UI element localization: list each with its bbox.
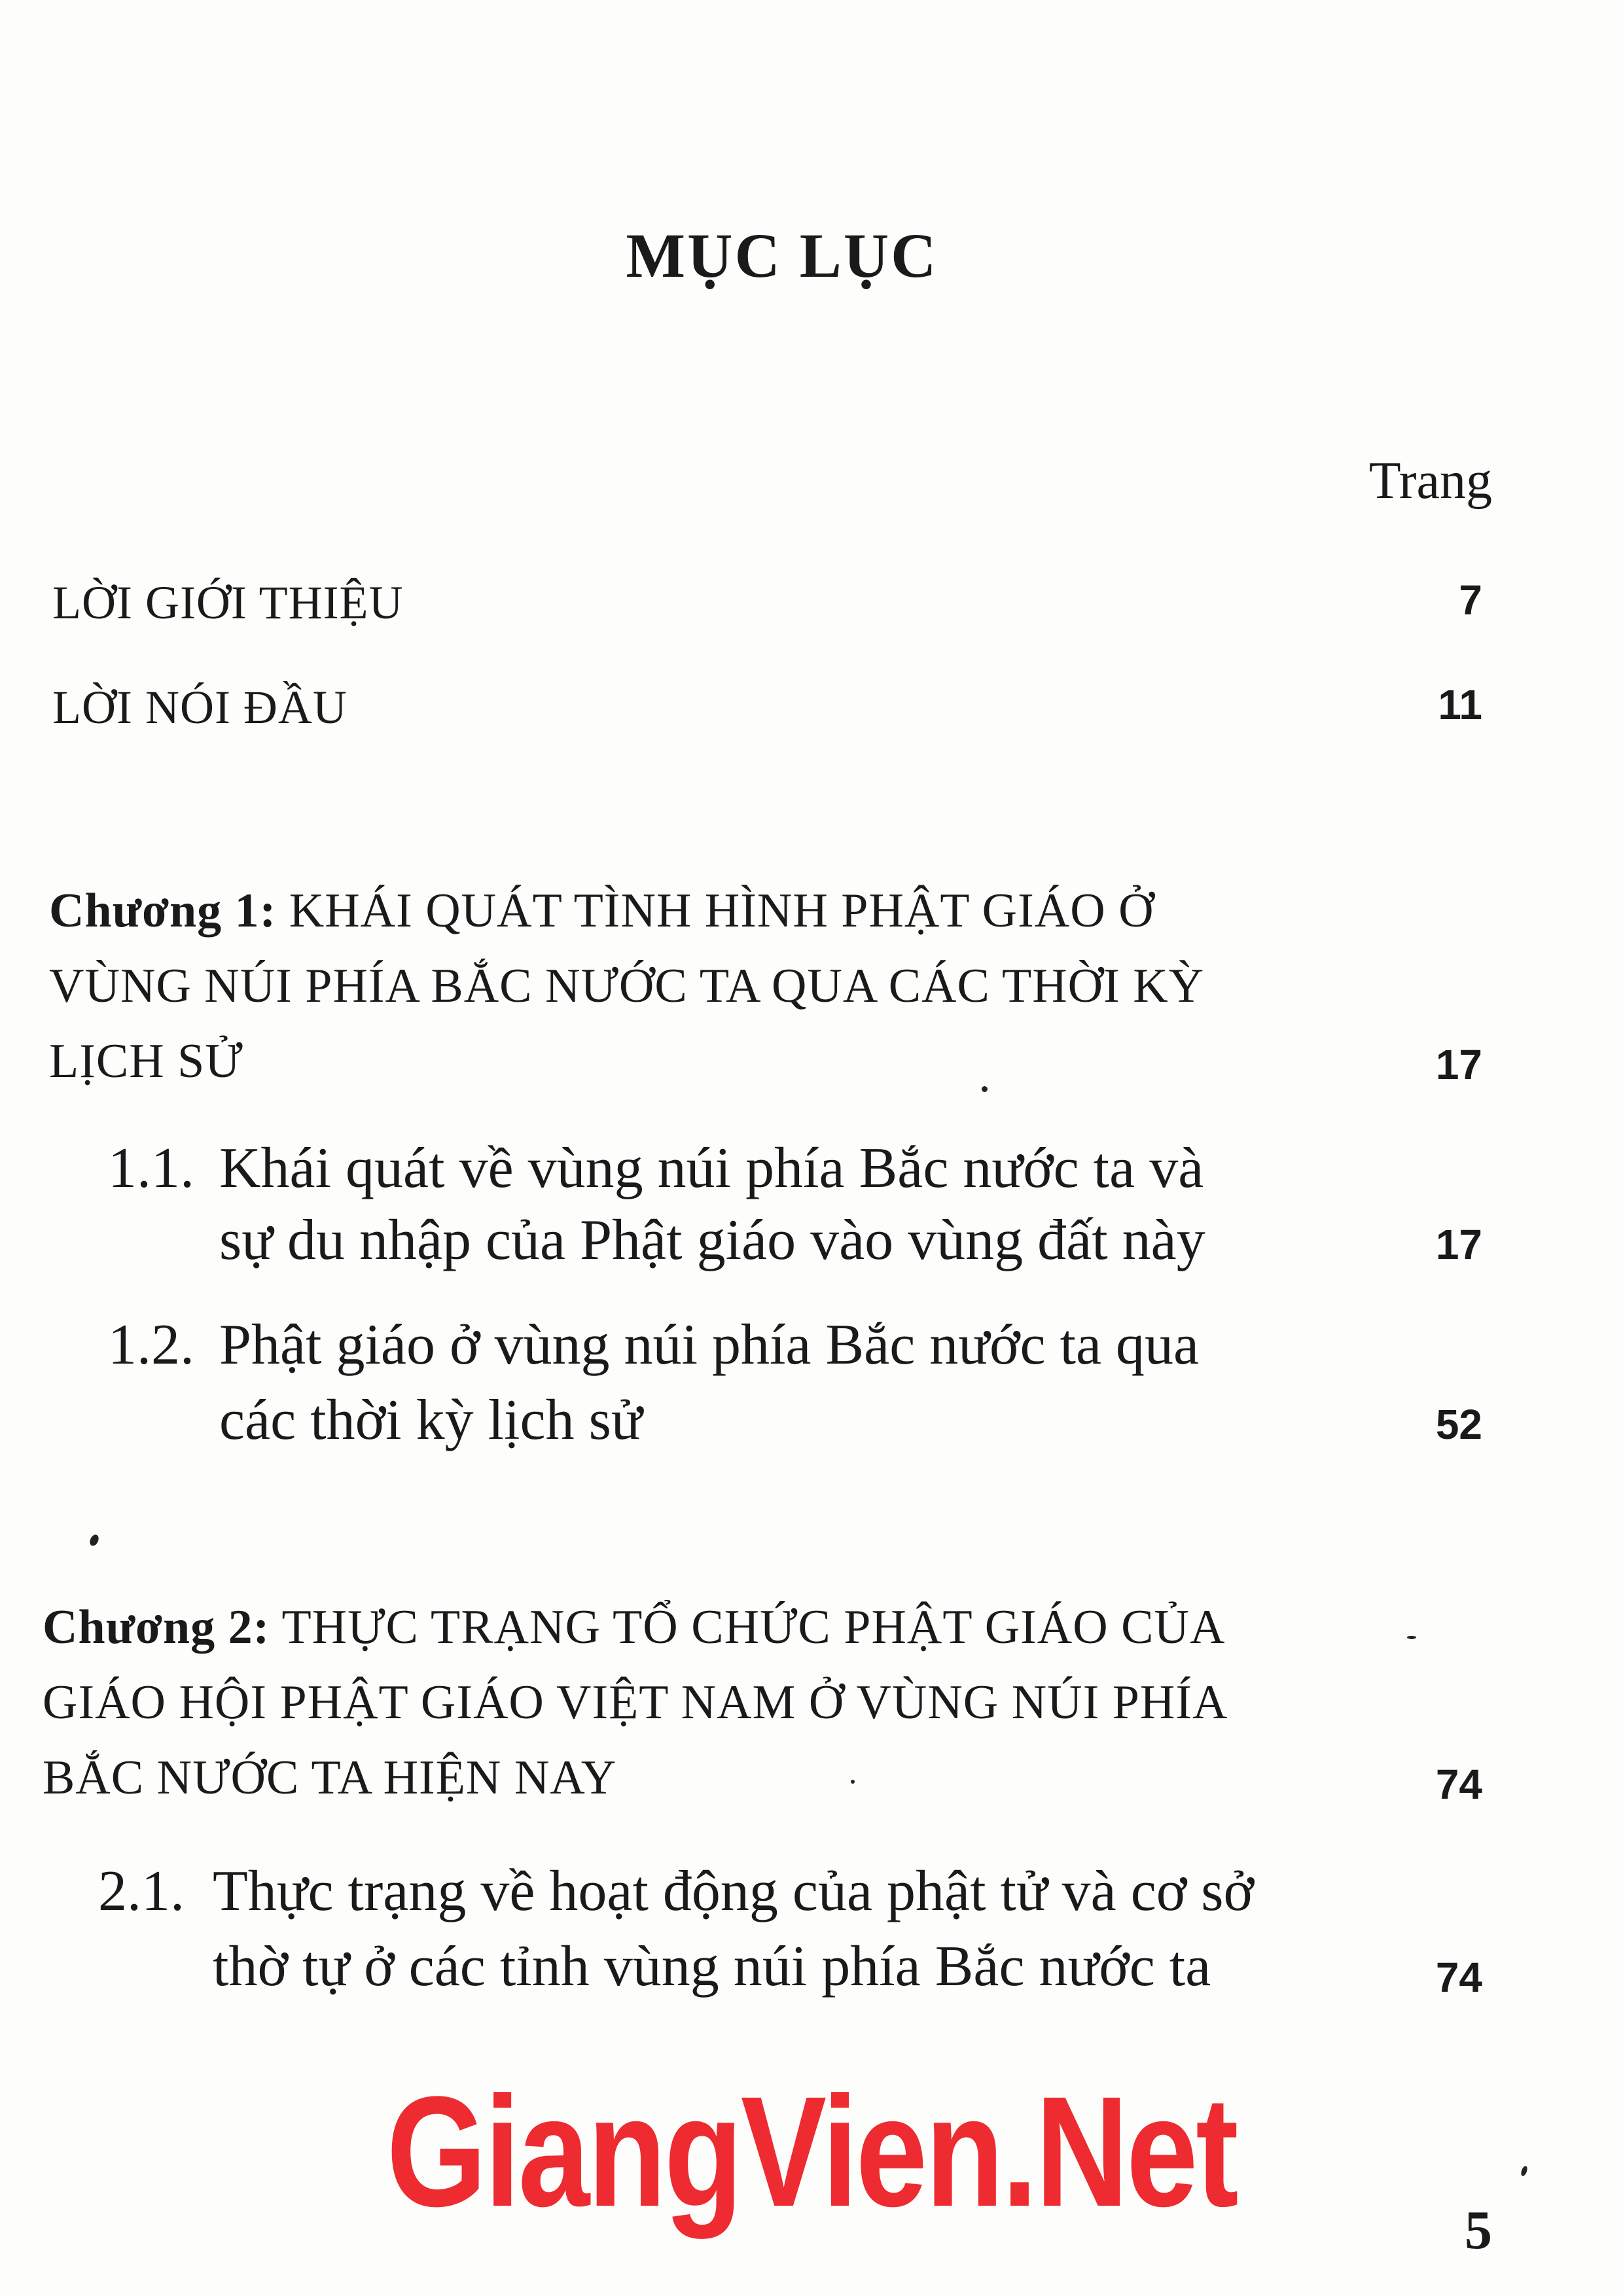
toc-page-number: 17 bbox=[1435, 1041, 1482, 1088]
section-title-line: các thời kỳ lịch sử bbox=[219, 1388, 643, 1452]
chapter-title-text: THỰC TRẠNG TỔ CHỨC PHẬT GIÁO CỦA bbox=[281, 1600, 1226, 1654]
chapter-heading-line bbox=[43, 1600, 1225, 1655]
section-title-line: Thực trạng về hoạt động của phật tử và cơ sở bbox=[213, 1860, 1255, 1923]
section-title-line: sự du nhập của Phật giáo vào vùng đất này bbox=[219, 1209, 1205, 1272]
chapter-heading-line: BẮC NƯỚC TA HIỆN NAY bbox=[43, 1751, 617, 1805]
scan-speck bbox=[851, 1780, 855, 1784]
toc-entry-title: LỜI NÓI ĐẦU bbox=[52, 681, 348, 733]
toc-page-number: 7 bbox=[1459, 576, 1482, 624]
section-number: 2.1. bbox=[98, 1860, 185, 1923]
scan-speck bbox=[1520, 2165, 1529, 2177]
chapter-heading-line bbox=[49, 883, 1154, 939]
section-number: 1.2. bbox=[108, 1313, 194, 1377]
toc-page-number: 74 bbox=[1435, 1954, 1482, 2001]
toc-page-number: 52 bbox=[1435, 1401, 1482, 1448]
toc-page-number: 11 bbox=[1438, 681, 1482, 728]
toc-page-number: 74 bbox=[1435, 1761, 1482, 1808]
section-title-line: thờ tự ở các tỉnh vùng núi phía Bắc nước ta bbox=[213, 1935, 1211, 1998]
chapter-heading-line: LỊCH SỬ bbox=[49, 1034, 243, 1088]
toc-page-number: 17 bbox=[1435, 1221, 1482, 1268]
section-title-line: Khái quát về vùng núi phía Bắc nước ta và bbox=[219, 1137, 1204, 1200]
watermark-text: GiangVien.Net bbox=[386, 2064, 1237, 2239]
section-number: 1.1. bbox=[108, 1137, 194, 1200]
chapter-label: Chương 1: bbox=[49, 884, 277, 938]
scan-speck bbox=[982, 1086, 988, 1092]
page-title: MỤC LỤC bbox=[626, 221, 938, 291]
section-title-line: Phật giáo ở vùng núi phía Bắc nước ta qua bbox=[219, 1313, 1200, 1377]
scan-speck bbox=[88, 1533, 100, 1547]
chapter-label: Chương 2: bbox=[43, 1600, 270, 1654]
chapter-heading-line: VÙNG NÚI PHÍA BẮC NƯỚC TA QUA CÁC THỜI KỲ bbox=[49, 959, 1205, 1013]
page-column-label: Trang bbox=[1368, 452, 1492, 510]
toc-entry-title: LỜI GIỚI THIỆU bbox=[52, 576, 404, 629]
page-folio-number: 5 bbox=[1465, 2200, 1492, 2261]
chapter-title-text: KHÁI QUÁT TÌNH HÌNH PHẬT GIÁO Ở bbox=[289, 884, 1154, 938]
scan-speck bbox=[1407, 1636, 1416, 1639]
chapter-heading-line: GIÁO HỘI PHẬT GIÁO VIỆT NAM Ở VÙNG NÚI PHÍA bbox=[43, 1676, 1228, 1729]
